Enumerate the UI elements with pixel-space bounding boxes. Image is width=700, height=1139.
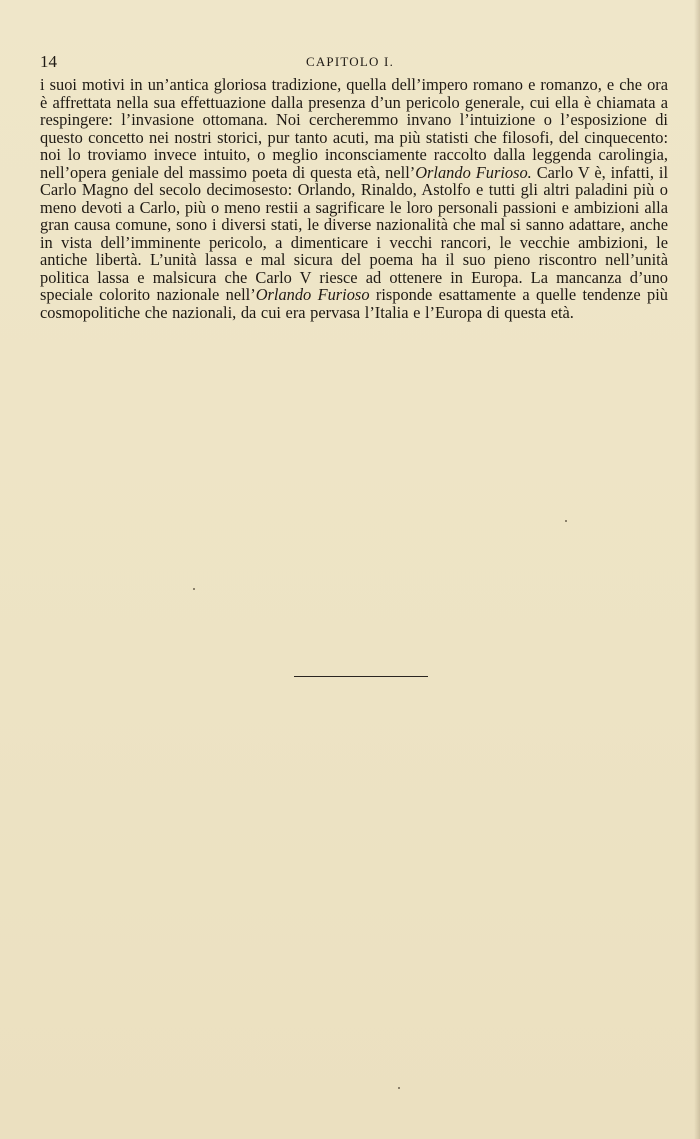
paper-speck — [193, 588, 195, 590]
italic-title: Orlando Furioso — [255, 285, 370, 304]
paper-speck — [398, 1087, 400, 1089]
running-head: CAPITOLO I. — [305, 54, 395, 69]
body-paragraph — [40, 76, 668, 321]
text-segment: i suoi motivi in un’antica gloriosa tradizione, quella dell’impero romano e romanzo, e che ora è affrettata nella sua effettuazione dalla presenza d’un pericolo generale, cui ella è chiamata a respingere: l’invasione ottomana. Noi cercheremmo invano l’intuizione o l’esposizione di questo concetto nei nostri storici, pur tanto acuti, ma più statisti che filosofi, del cinquecento: noi lo troviamo invece intuito, o meglio inconsciamente raccolto dalla leggenda carolingia, nell’opera geniale del massimo poeta di questa età, nell’ — [40, 75, 668, 182]
page-number: 14 — [40, 52, 57, 71]
paper-speck — [565, 520, 567, 522]
page-edge-shadow — [694, 0, 700, 1139]
text-segment: Carlo V è, infatti, il Carlo Magno del secolo decimosesto: Orlando, Rinaldo, Astolfo e tutti gli altri paladini più o meno devoti a Carlo, più o meno restii a sagrificare le loro personali passioni e ambizioni alla gran causa comune, sono i diversi stati, le diverse nazionalità che mal si sanno adattare, anche in vista dell’imminente pericolo, a dimenticare i vecchi rancori, le vecchie ambizioni, le antiche libertà. L’unità lassa e mal sicura del poema ha il suo pieno riscontro nell’unità politica lassa e malsicura che Carlo V riesce ad ottenere in Europa. La mancanza d’uno speciale colorito nazionale nell’ — [40, 162, 668, 304]
page-header — [40, 52, 660, 72]
text-segment: risponde esattamente a quelle tendenze più cosmopolitiche che nazionali, da cui era pervasa l’Italia e l’Europa di questa età. — [40, 285, 668, 322]
section-end-rule — [294, 676, 428, 677]
italic-title: Orlando Furioso. — [415, 162, 532, 182]
